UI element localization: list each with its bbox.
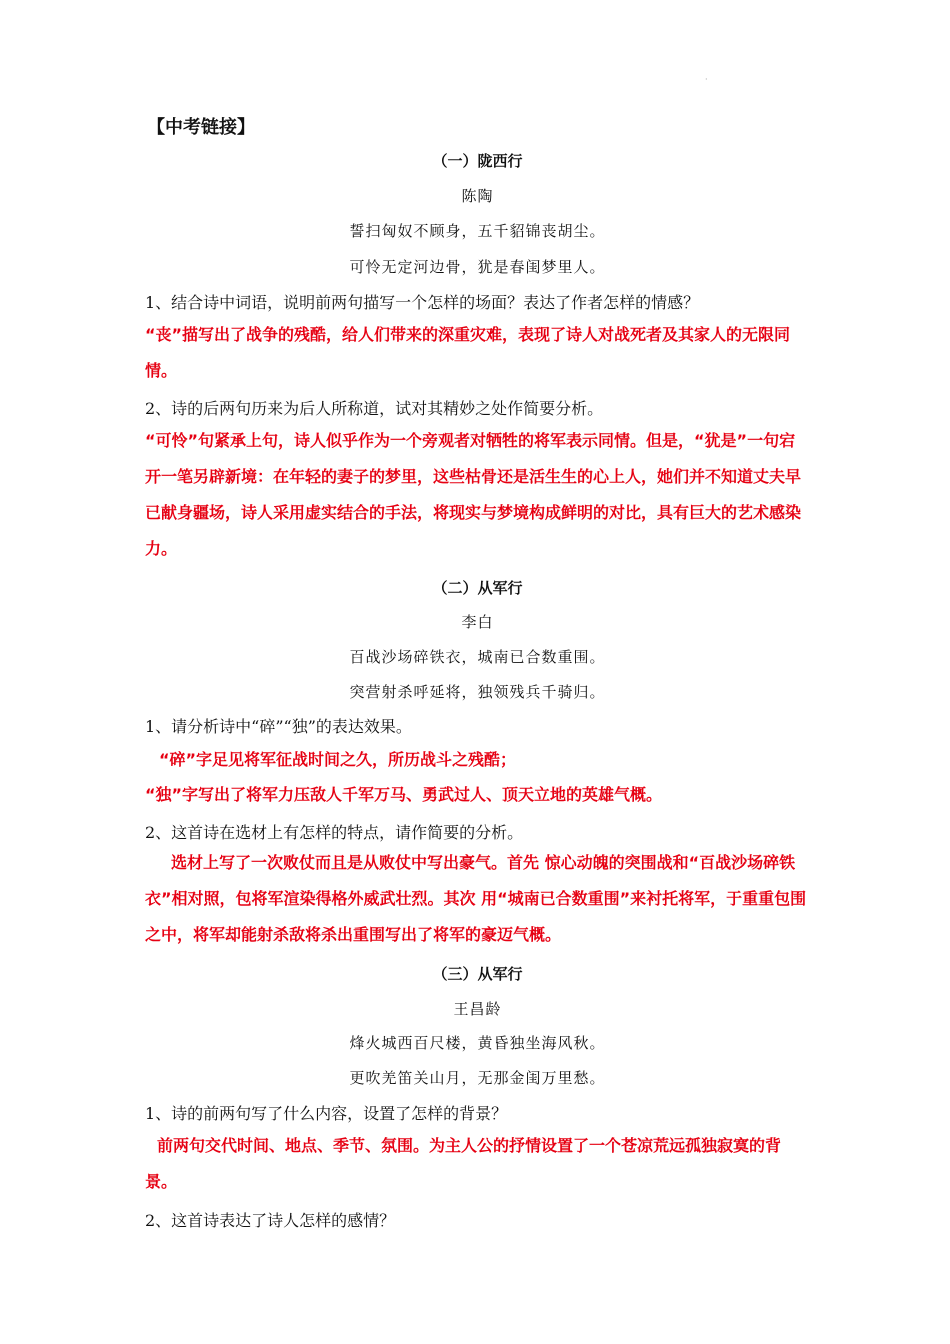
poem-title-1: （一）陇西行 bbox=[432, 152, 523, 170]
question-3-2: 2、这首诗表达了诗人怎样的感情？ bbox=[145, 1211, 396, 1230]
corner-mark: · bbox=[705, 75, 708, 84]
poem-line-3-1: 烽火城西百尺楼，黄昏独坐海风秋。 bbox=[349, 1034, 606, 1052]
poem-line-3-2: 更吹羌笛关山月，无那金闺万里愁。 bbox=[349, 1069, 606, 1087]
question-1-2: 2、诗的后两句历来为后人所称道，试对其精妙之处作简要分析。 bbox=[145, 399, 604, 418]
answer-2-1-a: “碎”字足见将军征战时间之久，所历战斗之残酷； bbox=[159, 750, 517, 769]
poem-line-2-2: 突营射杀呼延将，独领残兵千骑归。 bbox=[349, 683, 606, 701]
poem-author-1: 陈陶 bbox=[461, 187, 494, 205]
question-3-1: 1、诗的前两句写了什么内容，设置了怎样的背景？ bbox=[145, 1104, 508, 1123]
question-2-1: 1、请分析诗中“碎”“独”的表达效果。 bbox=[145, 717, 412, 736]
poem-line-1-2: 可怜无定河边骨，犹是春闺梦里人。 bbox=[349, 258, 606, 276]
answer-1-2: “可怜”句紧承上句，诗人似乎作为一个旁观者对牺牲的将军表示同情。但是，“犹是”一句宕开一笔另辟新境：在年轻的妻子的梦里，这些枯骨还是活生生的心上人，她们并不知道丈夫早已献身疆场，诗人采用虚实结合的手法，将现实与梦境构成鲜明的对比，具有巨大的艺术感染力。 bbox=[145, 431, 802, 558]
answer-2-1-b: “独”字写出了将军力压敌人千军万马、勇武过人、顶天立地的英雄气概。 bbox=[145, 785, 663, 804]
section-header: 【中考链接】 bbox=[147, 117, 255, 138]
poem-line-1-1: 誓扫匈奴不顾身，五千貂锦丧胡尘。 bbox=[349, 222, 606, 240]
answer-2-2: 选材上写了一次败仗而且是从败仗中写出豪气。首先 惊心动魄的突围战和“百战沙场碎铁衣”相对照，包将军渲染得格外威武壮烈。其次 用“城南已合数重围”来衬托将军，于重重包围之中，将军却能射杀敌将杀出重围写出了将军的豪迈气概。 bbox=[145, 853, 807, 944]
poem-line-2-1: 百战沙场碎铁衣，城南已合数重围。 bbox=[349, 648, 606, 666]
question-1-1: 1、结合诗中词语，说明前两句描写一个怎样的场面？表达了作者怎样的情感？ bbox=[145, 293, 700, 312]
poem-author-2: 李白 bbox=[461, 613, 494, 631]
question-2-2: 2、这首诗在选材上有怎样的特点，请作简要的分析。 bbox=[145, 823, 524, 842]
answer-3-1: 前两句交代时间、地点、季节、氛围。为主人公的抒情设置了一个苍凉荒远孤独寂寞的背景。 bbox=[145, 1136, 782, 1191]
poem-author-3: 王昌龄 bbox=[453, 1000, 502, 1018]
poem-title-2: （二）从军行 bbox=[432, 579, 523, 597]
answer-1-1: “丧”描写出了战争的残酷，给人们带来的深重灾难，表现了诗人对战死者及其家人的无限同情。 bbox=[145, 325, 791, 380]
poem-title-3: （三）从军行 bbox=[432, 965, 523, 983]
